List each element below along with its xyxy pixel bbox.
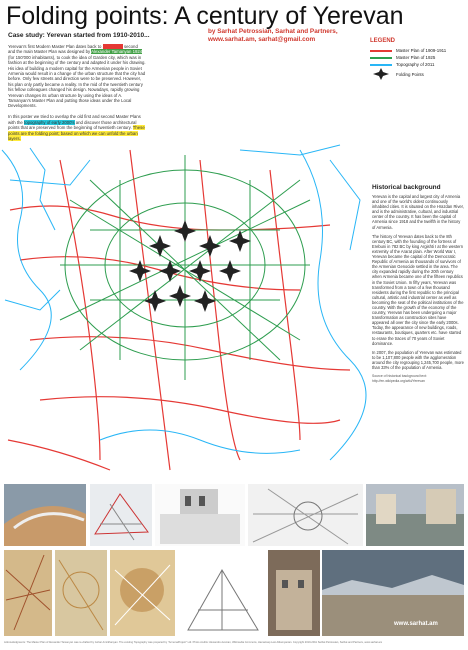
highlight-red: 1909-1911 <box>102 44 123 49</box>
history-source: Source of historical background text: http://en.wikipedia.org/wiki/Yerevan <box>372 374 427 384</box>
folding-point <box>219 260 241 282</box>
photo-drawing-sketch <box>90 484 152 546</box>
legend-swatch-green <box>370 57 392 59</box>
cyan-topography <box>2 145 366 460</box>
intro-text-run: second and the main Master Plan was designed by <box>8 44 138 55</box>
history-title: Historical background <box>372 184 441 191</box>
poster-subtitle: Case study: Yerevan started from 1910-2010... <box>8 32 150 39</box>
photo-line-drawing <box>178 550 266 636</box>
legend-title: LEGEND <box>370 38 396 44</box>
intro-text-run: In this poster we tried to overlap the old first and second Master Plans with the <box>8 114 141 125</box>
legend-item <box>370 68 464 80</box>
history-paragraph: The history of Yerevan dates back to the 8th century BC, with the founding of the fortress of Erebuni in 782 BC by king Argishti I at the western extremity of the Ararat plain. After World War I, Yerevan became the capital of the Democratic Republic of Armenia as thousands of survivors of the Armenian Genocide settled in the area. The city expanded rapidly during the 20th century when Armenia became one of the fifteen republics in the Soviet Union. In fifty years, Yerevan was transformed from a town of a few thousand residents during the first republic to the principal cultural, artistic and industrial center as well as becoming the seat of the political institutions of the country. With the growth of the economy of the country, Yerevan has been undergoing a major transformation as construction sites have appeared all over the city since the early 2000s. Today, the appearance of new buildings, roads, restaurants, boutiques, quarters etc. have started to erase the traces of 70 years of Soviet dominance. <box>372 233 464 346</box>
photo-modern-building <box>4 484 86 546</box>
authors-contact[interactable]: www.sarhat.am, sarhat@gmail.com <box>208 36 316 43</box>
history-paragraph: Yerevan is the capital and largest city of Armenia and one of the world's oldest continuously inhabited cities. It is situated on the Hrazdan River, and is the administrative, cultural, and industrial center of the country. It has been the capital of Armenia since 1918 and the twelfth in the history of Armenia. <box>372 194 464 230</box>
website-url[interactable]: www.sarhat.am <box>394 621 438 627</box>
intro-text-run: (for 150'000 inhabitants), to cook the idea of Garden city, which was in fashion at the beginning of the century and adapted it under his drawing. His idea of building a modern capital for the Armenian people in Soviet Armenia would result in a change of the urban structure that the city had before. Only few streets and direction were to be preserved. However, his plan only partly became a reality. In the mid of the twentieth century his fellow colleagues changed his design. Nowadays, rapidly growing Yerevan changes its urban structure by using the ideas of A. Tamanyan's Master Plan and putting those ideas under the Local Developments. <box>8 54 146 109</box>
photo-strip <box>0 482 468 640</box>
highlight-yellow: These points are the folding point; based on which we can unfold the urban layers. <box>8 125 145 141</box>
highlight-green: Alexander Tamanyan 1924 <box>91 49 143 55</box>
legend-label: Topography of 2011 <box>396 62 435 67</box>
historical-background <box>372 184 464 388</box>
folding-point-icon <box>370 68 392 80</box>
authors-name: by Sarhat Petrossian, Sarhat and Partners, <box>208 28 338 35</box>
photo-architectural-drawing <box>248 484 363 546</box>
legend-swatch-cyan <box>370 64 392 66</box>
credits-footer: Acknowledgments: The Master Plan of Alexander Tamanyan was re-drafted by Gohar Amirkhanyan. The existing Topography was prepared by "ArmenaProject" Ltd. Photo credits: Alexandre Avenian, Wikimedia Commons, Hamazasp Lesi Aldamyanian. Copyright 2010-2011 Sarhat Petrossian, Sarhat and Partners, www.sarhat.am <box>4 641 383 644</box>
history-paragraph: In 2007, the population of Yerevan was estimated to be 1,107,800 people with the agglomeration around the city regrouping 1,245,700 people, more than 33% of the population of Armenia. <box>372 349 464 370</box>
folding-point <box>169 285 191 307</box>
photo-building-old <box>268 550 320 636</box>
intro-text-run: and discover those architectural points that are preserved from the beginning of twentieth century. <box>8 119 137 131</box>
legend-swatch-red <box>370 50 392 52</box>
authors-block <box>208 28 368 44</box>
legend-item <box>370 47 464 54</box>
folding-point <box>199 235 221 257</box>
poster-title: Folding points: A century of Yerevan <box>6 2 404 30</box>
legend-label: Folding Points <box>396 71 424 77</box>
legend <box>370 38 464 80</box>
folding-point <box>194 290 216 312</box>
photo-street-view <box>366 484 464 546</box>
highlight-cyan: topography of early 2000's <box>24 119 75 125</box>
folding-point <box>144 290 166 312</box>
legend-label: Master Plan of 1925 <box>396 55 436 60</box>
master-plan-map <box>0 140 370 478</box>
legend-item <box>370 61 464 68</box>
legend-item <box>370 54 464 61</box>
intro-text-run: Yerevan's first Modern Master Plan dates back to <box>8 44 102 49</box>
photo-aerial-city <box>322 550 464 636</box>
folding-point <box>229 230 251 252</box>
photo-old-map <box>4 550 52 636</box>
photo-master-plan-tamanyan <box>110 550 175 636</box>
photo-master-plan-old <box>55 550 107 636</box>
intro-text <box>8 44 146 141</box>
photo-building-elevation <box>155 484 245 546</box>
red-street-network <box>8 150 350 470</box>
folding-point <box>174 220 196 242</box>
legend-label: Master Plan of 1909-1911 <box>396 48 447 53</box>
